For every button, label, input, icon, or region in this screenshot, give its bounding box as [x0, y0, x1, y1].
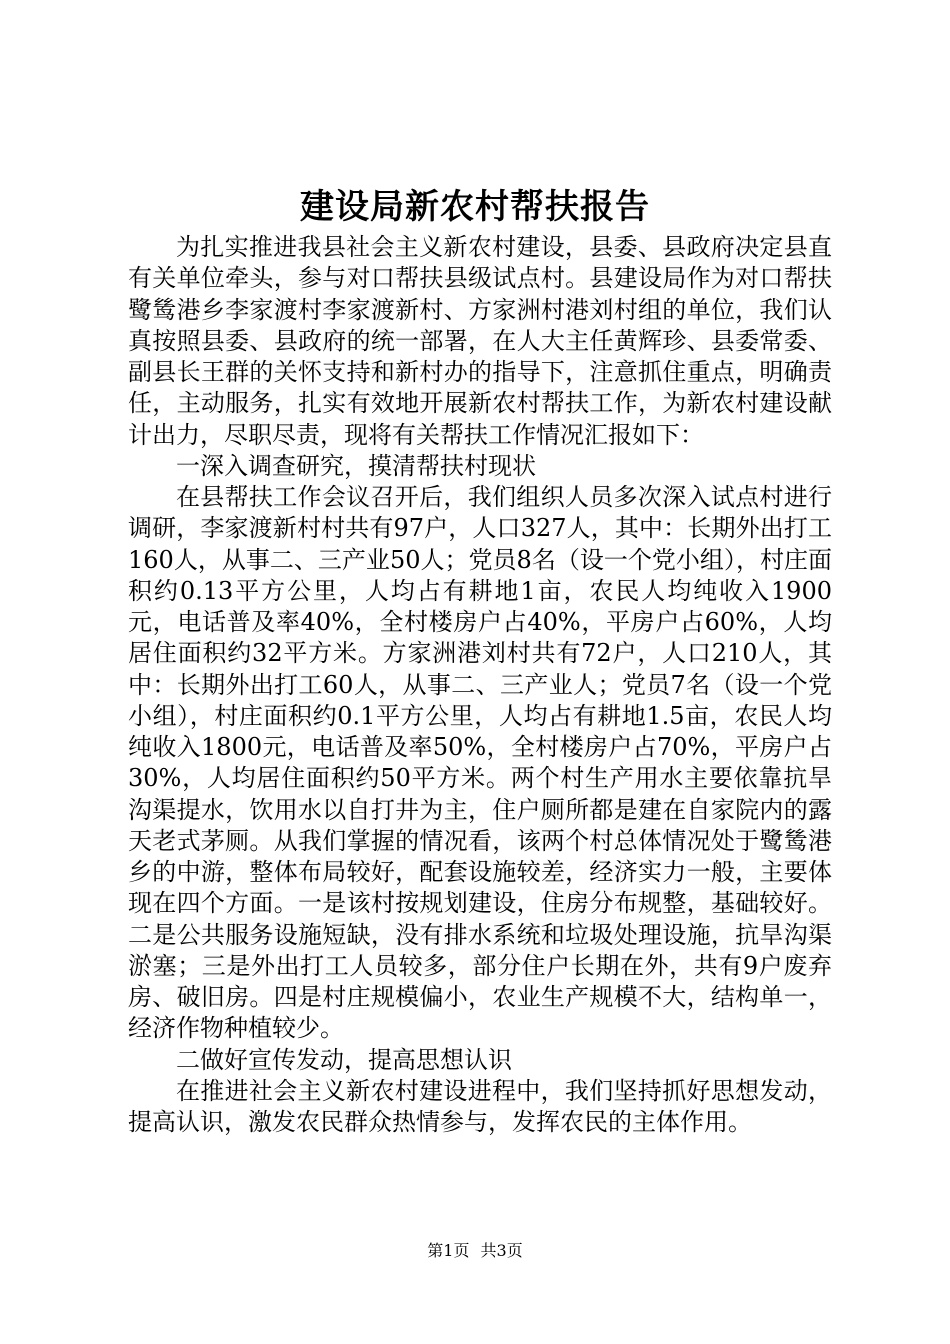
page-footer [0, 1240, 950, 1262]
current-page-number: 第1页 [427, 1241, 470, 1260]
total-page-count: 共3页 [480, 1241, 523, 1260]
section-heading-2: 二做好宣传发动，提高思想认识 [176, 1045, 512, 1074]
document-body [128, 232, 832, 1138]
intro-paragraph: 为扎实推进我县社会主义新农村建设，县委、县政府决定县直有关单位牵头，参与对口帮扶县级试点村。县建设局作为对口帮扶鹭鸶港乡李家渡村李家渡新村、方家洲村港刘村组的单位，我们认真按照县委、县政府的统一部署，在人大主任黄辉珍、县委常委、副县长王群的关怀支持和新村办的指导下，注意抓住重点，明确责任，主动服务，扎实有效地开展新农村帮扶工作，为新农村建设献计出力，尽职尽责，现将有关帮扶工作情况汇报如下： [128, 233, 832, 449]
document-title: 建设局新农村帮扶报告 [300, 187, 650, 227]
section-1-paragraph: 在县帮扶工作会议召开后，我们组织人员多次深入试点村进行调研，李家渡新村村共有97户，人口327人，其中：长期外出打工160人，从事二、三产业50人；党员8名（设一个党小组），村庄面积约0.13平方公里，人均占有耕地1亩，农民人均纯收入1900元，电话普及率40%，全村楼房户占40%，平房户占60%，人均居住面积约32平方米。方家洲港刘村共有72户，人口210人，其中：长期外出打工60人，从事二、三产业人；党员7名（设一个党小组），村庄面积约0.1平方公里，人均占有耕地1.5亩，农民人均纯收入1800元，电话普及率50%，全村楼房户占70%，平房户占30%，人均居住面积约50平方米。两个村生产用水主要依靠抗旱沟渠提水，饮用水以自打井为主，住户厕所都是建在自家院内的露天老式茅厕。从我们掌握的情况看，该两个村总体情况处于鹭鸶港乡的中游，整体布局较好，配套设施较差，经济实力一般，主要体现在四个方面。一是该村按规划建设，住房分布规整，基础较好。二是公共服务设施短缺，没有排水系统和垃圾处理设施，抗旱沟渠淤塞；三是外出打工人员较多，部分住户长期在外，共有9户废弃房、破旧房。四是村庄规模偏小，农业生产规模不大，结构单一，经济作物种植较少。 [128, 483, 832, 1043]
section-2-paragraph: 在推进社会主义新农村建设进程中，我们坚持抓好思想发动，提高认识，激发农民群众热情参与，发挥农民的主体作用。 [128, 1076, 832, 1136]
section-heading-1: 一深入调查研究，摸清帮扶村现状 [176, 451, 536, 480]
